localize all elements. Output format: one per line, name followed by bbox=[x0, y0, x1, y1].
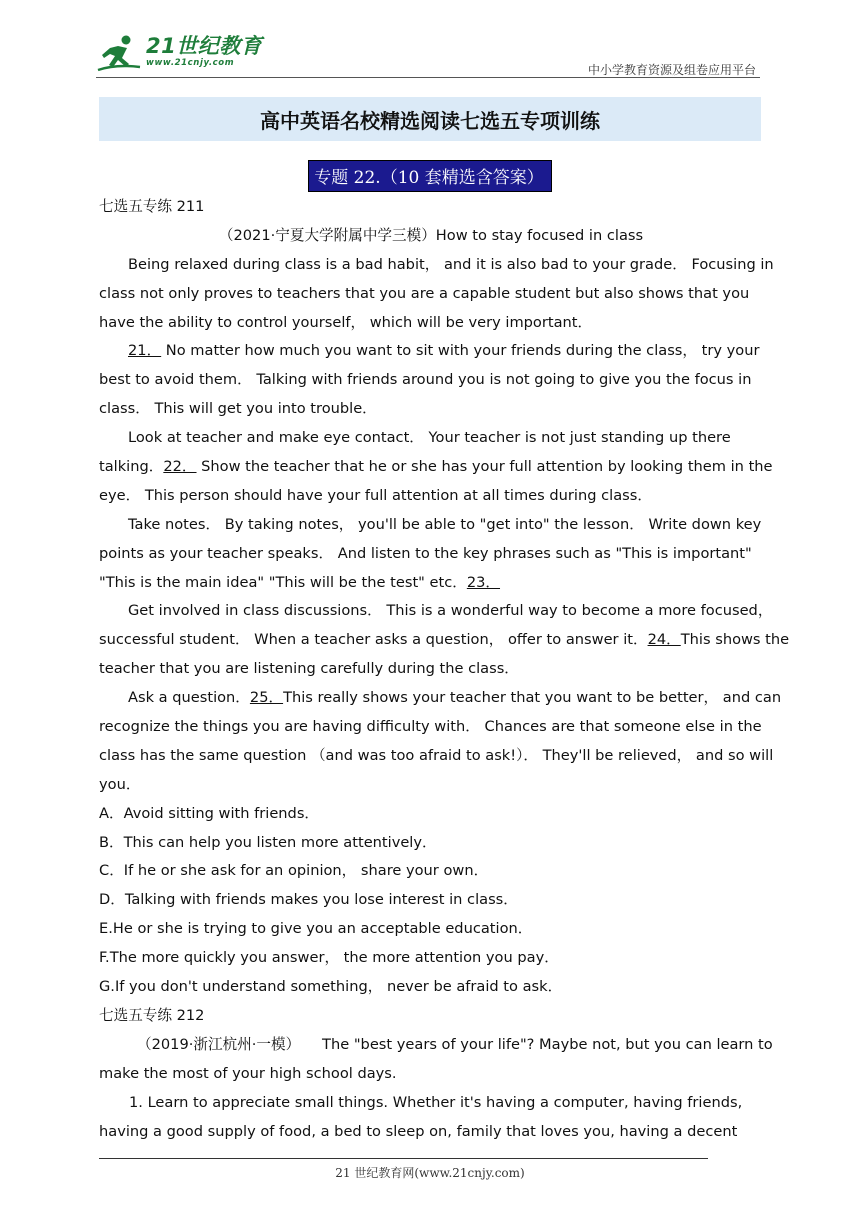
paragraph-line: class． This will get you into trouble． bbox=[99, 400, 377, 418]
paragraph-line: 1. Learn to appreciate small things. Whether it's having a computer, having friends, bbox=[129, 1093, 743, 1111]
paragraph-line: Ask a question．25．This really shows your teacher that you want to be better， and can bbox=[128, 689, 782, 707]
option-e: E.He or she is trying to give you an acceptable education． bbox=[99, 920, 533, 938]
runner-logo-icon bbox=[96, 34, 142, 74]
paragraph-line: class has the same question （and was too afraid to ask!）． They'll be relieved， and so will bbox=[99, 746, 774, 764]
paragraph-line: have the ability to control yourself， which will be very important． bbox=[99, 313, 593, 331]
paragraph-line: Get involved in class discussions． This is a wonderful way to become a more focused， bbox=[128, 602, 773, 620]
paragraph-line: （2019·浙江杭州·一模） The "best years of your life"? Maybe not, but you can learn to bbox=[137, 1035, 773, 1053]
paragraph-line: Look at teacher and make eye contact． Your teacher is not just standing up there bbox=[128, 429, 731, 447]
paragraph-line: make the most of your high school days. bbox=[99, 1064, 397, 1082]
paragraph-line: Take notes． By taking notes， you'll be able to "get into" the lesson． Write down key bbox=[128, 515, 762, 533]
page-footer: 21 世纪教育网(www.21cnjy.com) bbox=[335, 1166, 525, 1180]
subtitle-wrap bbox=[0, 160, 860, 192]
footer-divider bbox=[99, 1158, 708, 1159]
site-logo bbox=[96, 34, 262, 74]
paragraph-line: you． bbox=[99, 775, 141, 793]
option-a: A．Avoid sitting with friends． bbox=[99, 804, 320, 822]
paragraph-line: best to avoid them． Talking with friends around you is not going to give you the focus in bbox=[99, 371, 752, 389]
logo-url: www.21cnjy.com bbox=[146, 58, 235, 68]
option-f: F.The more quickly you answer， the more attention you pay． bbox=[99, 949, 559, 967]
option-g: G.If you don't understand something， never be afraid to ask． bbox=[99, 978, 563, 996]
passage-source: （2021·宁夏大学附属中学三模）How to stay focused in class bbox=[218, 226, 644, 244]
logo-wordmark: 21世纪教育 bbox=[146, 34, 263, 58]
paragraph-line: teacher that you are listening carefully during the class． bbox=[99, 660, 519, 678]
option-b: B．This can help you listen more attentively． bbox=[99, 833, 437, 851]
paragraph-line: successful student． When a teacher asks a question， offer to answer it．24．This shows the bbox=[99, 631, 790, 649]
answer-blank-25: 25． bbox=[249, 689, 284, 707]
paragraph-line: Being relaxed during class is a bad habit， and it is also bad to your grade． Focusing in bbox=[128, 255, 774, 273]
page-header bbox=[96, 30, 760, 78]
page-title: 高中英语名校精选阅读七选五专项训练 bbox=[260, 108, 600, 133]
platform-tagline: 中小学教育资源及组卷应用平台 bbox=[587, 63, 756, 77]
page-subtitle: 专题 22.（10 套精选含答案） bbox=[308, 160, 551, 192]
answer-blank-22: 22． bbox=[163, 458, 197, 476]
paragraph-line: "This is the main idea" "This will be the test" etc．23． bbox=[99, 573, 501, 591]
paragraph-line: talking．22． Show the teacher that he or she has your full attention by looking them in the bbox=[99, 458, 773, 476]
document-body bbox=[99, 193, 790, 1146]
paragraph-line: class not only proves to teachers that you are a capable student but also shows that you bbox=[99, 284, 750, 302]
paragraph-line: eye． This person should have your full attention at all times during class． bbox=[99, 486, 652, 504]
answer-blank-21: 21． bbox=[128, 342, 162, 360]
option-d: D．Talking with friends makes you lose interest in class． bbox=[99, 891, 518, 909]
section-heading: 七选五专练 211 bbox=[99, 198, 205, 215]
option-c: C．If he or she ask for an opinion， share your own． bbox=[99, 862, 489, 880]
paragraph-line: 21． No matter how much you want to sit with your friends during the class， try your bbox=[128, 342, 760, 360]
answer-blank-24: 24． bbox=[647, 631, 681, 649]
paragraph-line: points as your teacher speaks． And listen to the key phrases such as "This is important" bbox=[99, 544, 752, 562]
title-bar bbox=[99, 97, 761, 141]
section-heading: 七选五专练 212 bbox=[99, 1006, 205, 1024]
paragraph-line: recognize the things you are having difficulty with． Chances are that someone else in the bbox=[99, 718, 762, 736]
answer-blank-23: 23． bbox=[466, 573, 501, 591]
paragraph-line: having a good supply of food, a bed to sleep on, family that loves you, having a decent bbox=[99, 1122, 738, 1140]
header-divider bbox=[96, 77, 760, 78]
